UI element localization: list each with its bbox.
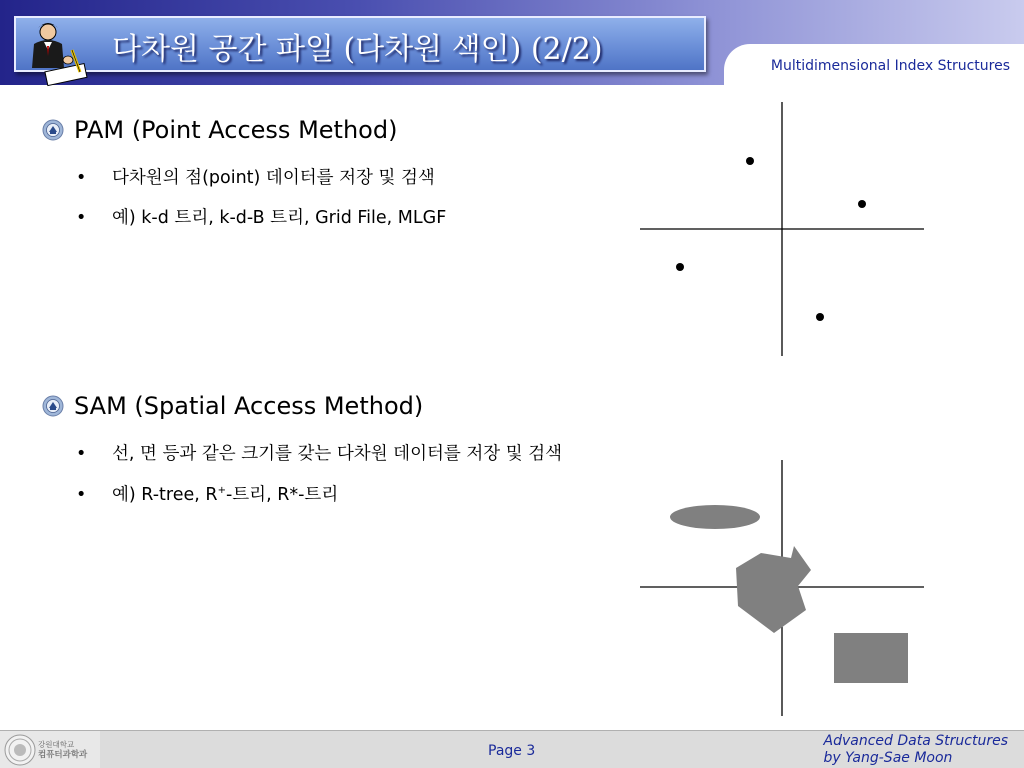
- data-point: [858, 200, 866, 208]
- bullet-dot: •: [76, 485, 87, 505]
- sam-item-1: [76, 440, 562, 465]
- footer-university: [38, 739, 87, 761]
- pam-item-2-text: 예) k-d 트리, k-d-B 트리, Grid File, MLGF: [112, 208, 447, 228]
- slide-subtitle: Multidimensional Index Structures: [770, 58, 1010, 74]
- university-emblem-icon: [42, 119, 64, 141]
- professor-writing-icon: [24, 20, 94, 90]
- sam-example-sup: +: [217, 485, 226, 497]
- pam-item-1: [76, 164, 435, 189]
- bullet-dot: •: [76, 444, 87, 464]
- university-emblem-icon: [42, 395, 64, 417]
- ellipse-shape: [670, 505, 760, 529]
- pam-heading-item: [42, 116, 397, 144]
- university-name: 강원대학교: [38, 740, 75, 749]
- pam-item-2: [76, 204, 446, 229]
- data-point: [676, 263, 684, 271]
- sam-heading-item: [42, 392, 423, 420]
- bullet-dot: •: [76, 208, 87, 228]
- polygon-shape: [736, 546, 811, 633]
- sam-item-2: [76, 481, 338, 506]
- university-seal-icon: [4, 734, 36, 766]
- rectangle-shape: [834, 633, 908, 683]
- sam-heading: SAM (Spatial Access Method): [74, 392, 424, 420]
- spatial-access-diagram: [636, 458, 928, 720]
- course-info: [824, 733, 1008, 767]
- footer: [0, 730, 1024, 768]
- data-point: [816, 313, 824, 321]
- sam-example-suffix: -트리, R*-트리: [225, 485, 339, 505]
- slide-title: 다차원 공간 파일 (다차원 색인) (2/2): [112, 32, 603, 67]
- department-name: 컴퓨터과학과: [38, 750, 88, 760]
- page-number: Page 3: [488, 743, 536, 759]
- bullet-dot: •: [76, 168, 87, 188]
- point-access-diagram: [636, 100, 928, 360]
- course-author: by Yang-Sae Moon: [823, 750, 953, 766]
- title-box: [14, 16, 706, 72]
- pam-heading: PAM (Point Access Method): [74, 116, 398, 144]
- sam-example-prefix: 예) R-tree, R: [112, 485, 218, 505]
- course-name: Advanced Data Structures: [823, 733, 1008, 749]
- pam-item-1-text: 다차원의 점(point) 데이터를 저장 및 검색: [112, 168, 435, 188]
- data-point: [746, 157, 754, 165]
- sam-item-1-text: 선, 면 등과 같은 크기를 갖는 다차원 데이터를 저장 및 검색: [112, 444, 563, 464]
- footer-logo-area: [0, 731, 100, 768]
